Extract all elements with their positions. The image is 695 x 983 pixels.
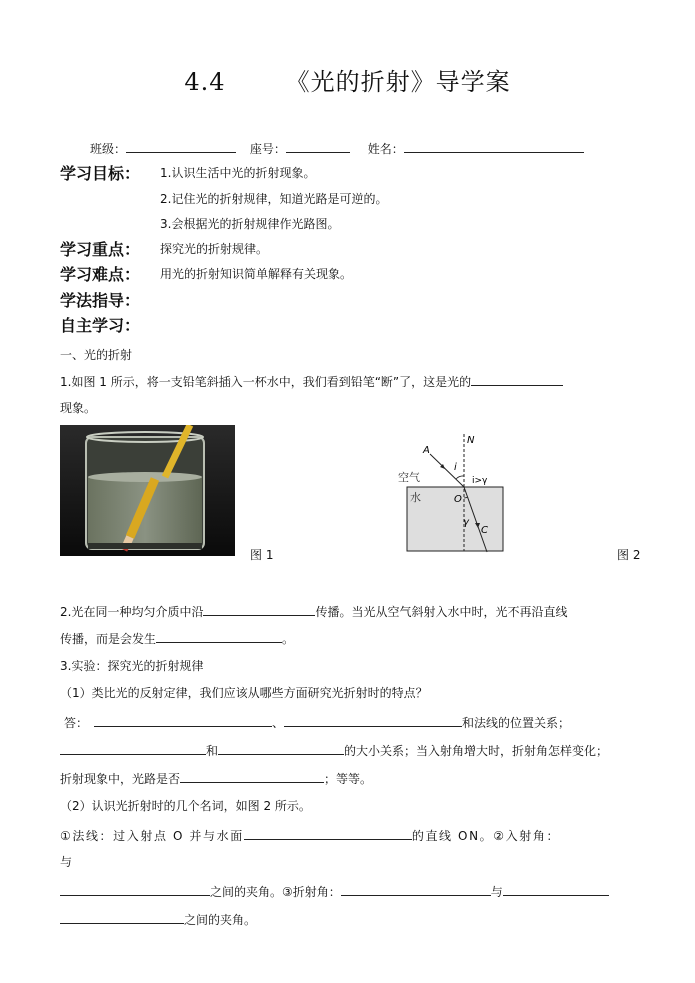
q3-blank-4[interactable] bbox=[218, 742, 344, 755]
objective-item: 3.会根据光的折射规律作光路图。 bbox=[160, 217, 340, 231]
q3-blank-9[interactable] bbox=[503, 883, 609, 896]
lesson-title: 《光的折射》导学案 bbox=[285, 68, 511, 96]
info-line bbox=[90, 140, 584, 157]
q3-with: 与 bbox=[60, 855, 73, 869]
q2-blank-1[interactable] bbox=[203, 603, 315, 616]
q3-tail1: 和法线的位置关系； bbox=[462, 716, 571, 730]
q3-tail2: 的大小关系；当入射角增大时，折射角怎样变化； bbox=[344, 744, 609, 758]
class-label: 班级： bbox=[90, 142, 127, 156]
q3-blank-3[interactable] bbox=[60, 742, 206, 755]
q3-blank-2[interactable] bbox=[284, 714, 462, 727]
q2-text: 传播。当光从空气斜射入水中时，光不再沿直线 bbox=[315, 605, 568, 619]
q3-heading: 3.实验：探究光的折射规律 bbox=[60, 659, 204, 673]
class-blank[interactable] bbox=[126, 140, 236, 153]
q3-normal-b: 的直线 ON。②入射角： bbox=[411, 829, 561, 843]
label-water: 水 bbox=[410, 491, 421, 504]
q3-blank-7[interactable] bbox=[60, 883, 210, 896]
figure-2-diagram bbox=[390, 432, 520, 557]
seat-blank[interactable] bbox=[286, 140, 350, 153]
q1-blank[interactable] bbox=[471, 373, 563, 386]
seat-label: 座号： bbox=[249, 142, 286, 156]
q3-with2: 与 bbox=[490, 885, 503, 899]
objectives-heading: 学习目标： bbox=[60, 164, 141, 183]
q3-angle-between1: 之间的夹角。③折射角： bbox=[210, 885, 341, 899]
label-o: O bbox=[454, 494, 462, 505]
label-air: 空气 bbox=[398, 471, 420, 484]
question-2 bbox=[60, 603, 567, 620]
q3-blank-1[interactable] bbox=[94, 714, 272, 727]
difficulty-text: 用光的折射知识简单解释有关现象。 bbox=[160, 267, 353, 281]
q3-blank-8[interactable] bbox=[341, 883, 491, 896]
key-point-text: 探究光的折射规律。 bbox=[160, 242, 269, 256]
difficulty-heading: 学习难点： bbox=[60, 265, 141, 284]
answer-label: 答： bbox=[64, 716, 89, 730]
q3-angle-line-2 bbox=[60, 911, 256, 928]
q3-answer-line-3 bbox=[60, 770, 372, 787]
q3-normal-a: ①法线：过入射点 O 并与水面 bbox=[60, 829, 244, 843]
q1-continuation: 现象。 bbox=[60, 401, 97, 415]
name-blank[interactable] bbox=[404, 140, 584, 153]
q2-blank-2[interactable] bbox=[156, 630, 282, 643]
key-point-heading: 学习重点： bbox=[60, 240, 141, 259]
objective-item: 1.认识生活中光的折射现象。 bbox=[160, 166, 316, 180]
figure-2-label: 图 2 bbox=[617, 548, 641, 562]
objective-item: 2.记住光的折射规律，知道光路是可逆的。 bbox=[160, 192, 388, 206]
self-study-heading: 自主学习： bbox=[60, 316, 141, 335]
label-i: i bbox=[454, 462, 457, 473]
q3-angle-between2: 之间的夹角。 bbox=[184, 913, 257, 927]
q3-answer-line-2 bbox=[60, 742, 608, 759]
q3-blank-6[interactable] bbox=[244, 827, 412, 840]
figure-1-photo bbox=[60, 425, 235, 556]
q3-sub1: （1）类比光的反射定律，我们应该从哪些方面研究光折射时的特点？ bbox=[60, 686, 428, 700]
name-label: 姓名： bbox=[367, 142, 404, 156]
q2-text: 传播，而是会发生 bbox=[60, 632, 157, 646]
q2-text: 2.光在同一种均匀介质中沿 bbox=[60, 605, 204, 619]
q2-text: 。 bbox=[282, 632, 295, 646]
label-c: C bbox=[481, 525, 488, 536]
q3-line3a: 折射现象中，光路是否 bbox=[60, 772, 181, 786]
figure-1-label: 图 1 bbox=[250, 548, 274, 562]
label-condition: i>γ bbox=[472, 476, 488, 486]
q3-sep: 、 bbox=[272, 716, 285, 730]
q3-blank-5[interactable] bbox=[180, 770, 324, 783]
q3-line3b: ；等等。 bbox=[324, 772, 373, 786]
q3-angle-line bbox=[60, 883, 609, 900]
label-gamma: γ bbox=[463, 517, 469, 528]
question-2-cont bbox=[60, 630, 294, 647]
q3-and: 和 bbox=[206, 744, 219, 758]
q3-normal-line bbox=[60, 827, 560, 844]
page-title bbox=[0, 62, 695, 97]
q1-text: 1.如图 1 所示，将一支铅笔斜插入一杯水中，我们看到铅笔“断”了，这是光的 bbox=[60, 375, 472, 389]
lesson-number: 4.4 bbox=[184, 68, 226, 96]
question-1 bbox=[60, 373, 563, 390]
q3-blank-10[interactable] bbox=[60, 911, 184, 924]
label-n: N bbox=[467, 435, 475, 446]
method-heading: 学法指导： bbox=[60, 291, 141, 310]
label-a: A bbox=[423, 445, 430, 456]
q3-sub2: （2）认识光折射时的几个名词，如图 2 所示。 bbox=[60, 799, 311, 813]
q3-answer-line-1 bbox=[64, 714, 570, 731]
section-heading: 一、光的折射 bbox=[60, 348, 133, 362]
incident-ray bbox=[430, 454, 464, 487]
